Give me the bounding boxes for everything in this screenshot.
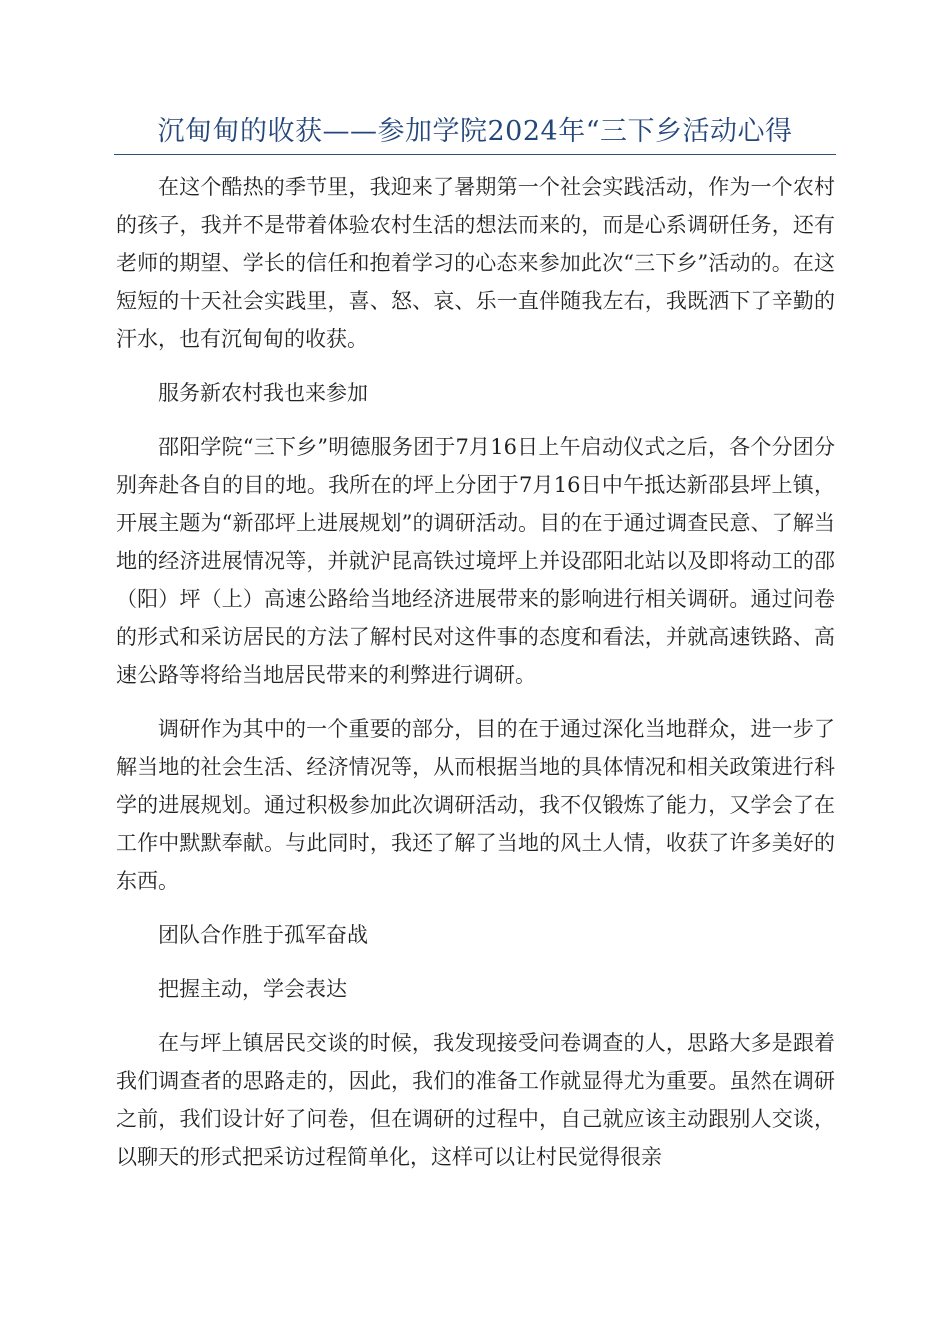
document-title: 沉甸甸的收获——参加学院2024年“三下乡活动心得 — [114, 112, 836, 155]
section-heading-initiative: 把握主动，学会表达 — [158, 977, 347, 1001]
section-heading-teamwork: 团队合作胜于孤军奋战 — [158, 923, 368, 947]
paragraph-team-departure: 邵阳学院“三下乡”明德服务团于7月16日上午启动仪式之后，各个分团分别奔赴各自的目的地。我所在的坪上分团于7月16日中午抵达新邵县坪上镇，开展主题为“新邵坪上进展规划”的调研活动。目的在于通过调查民意、了解当地的经济进展情况等，并就沪昆高铁过境坪上并设邵阳北站以及即将动工的邵（阳）坪（上）高速公路给当地经济进展带来的影响进行相关调研。通过问卷的形式和采访居民的方法了解村民对这件事的态度和看法，并就高速铁路、高速公路等将给当地居民带来的利弊进行调研。 — [116, 435, 835, 687]
paragraph-research: 调研作为其中的一个重要的部分，目的在于通过深化当地群众，进一步了解当地的社会生活、经济情况等，从而根据当地的具体情况和相关政策进行科学的进展规划。通过积极参加此次调研活动，我不仅锻炼了能力，又学会了在工作中默默奉献。与此同时，我还了解了当地的风土人情，收获了许多美好的东西。 — [116, 717, 835, 893]
document-body — [116, 168, 835, 1192]
section-heading-service: 服务新农村我也来参加 — [158, 381, 368, 405]
paragraph-intro: 在这个酷热的季节里，我迎来了暑期第一个社会实践活动，作为一个农村的孩子，我并不是带着体验农村生活的想法而来的，而是心系调研任务，还有老师的期望、学长的信任和抱着学习的心态来参加此次“三下乡”活动的。在这短短的十天社会实践里，喜、怒、哀、乐一直伴随我左右，我既洒下了辛勤的汗水，也有沉甸甸的收获。 — [116, 175, 835, 351]
paragraph-communication: 在与坪上镇居民交谈的时候，我发现接受问卷调查的人，思路大多是跟着我们调查者的思路走的，因此，我们的准备工作就显得尤为重要。虽然在调研之前，我们设计好了问卷，但在调研的过程中，自己就应该主动跟别人交谈，以聊天的形式把采访过程简单化，这样可以让村民觉得很亲 — [116, 1031, 835, 1169]
